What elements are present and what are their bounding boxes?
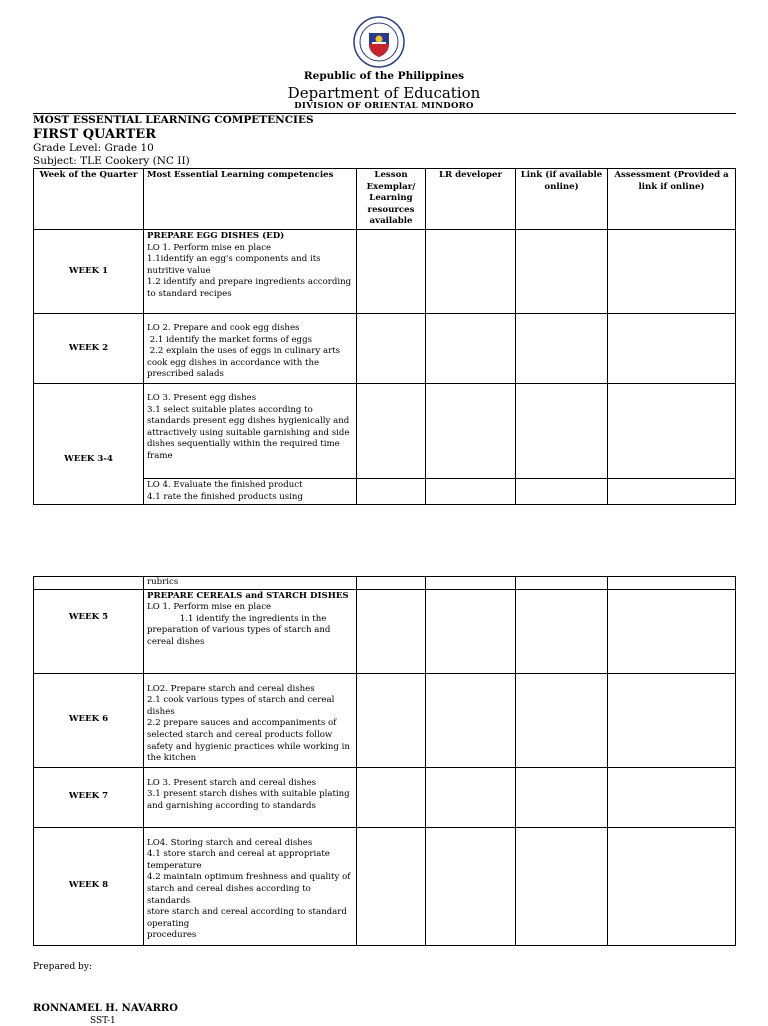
header-week: Week of the Quarter	[34, 169, 144, 230]
division-line: DIVISION OF ORIENTAL MINDORO	[294, 101, 474, 111]
competency-cell	[144, 673, 357, 767]
empty-cell	[426, 577, 516, 590]
competency-line: LO4. Storing starch and cereal dishes	[147, 837, 313, 848]
week-cell: WEEK 5	[34, 589, 144, 673]
empty-cell	[426, 230, 516, 314]
competency-line: LO2. Prepare starch and cereal dishes	[147, 683, 315, 694]
week-cell: WEEK 6	[34, 673, 144, 767]
competency-line: 1.1 identify the ingredients in the preparation of various types of starch and cereal dishes	[147, 613, 334, 647]
empty-cell	[357, 230, 426, 314]
table-row	[34, 384, 736, 479]
competency-line: 2.1 identify the market forms of eggs	[147, 334, 312, 345]
competency-line: LO 4. Evaluate the finished product	[147, 480, 303, 490]
empty-cell	[357, 384, 426, 479]
empty-cell	[426, 589, 516, 673]
competency-cell	[144, 384, 357, 479]
table-row	[34, 827, 736, 945]
empty-cell	[516, 384, 608, 479]
empty-cell	[516, 230, 608, 314]
empty-cell	[608, 314, 736, 384]
empty-cell	[516, 673, 608, 767]
department-title: Department of Education	[287, 84, 481, 102]
week-cell: WEEK 3-4	[34, 384, 144, 505]
competency-line: LO 3. Present starch and cereal dishes	[147, 777, 317, 788]
header-lr-developer: LR developer	[426, 169, 516, 230]
republic-line: Republic of the Philippines	[303, 70, 465, 82]
empty-cell	[357, 314, 426, 384]
empty-cell	[516, 479, 608, 505]
empty-cell	[357, 479, 426, 505]
competencies-table-page-1	[33, 168, 736, 505]
competency-cell	[144, 767, 357, 827]
competency-cell	[144, 827, 357, 945]
header-competencies: Most Essential Learning competencies	[144, 169, 357, 230]
empty-cell	[608, 673, 736, 767]
header-assessment: Assessment (Provided a link if online)	[608, 169, 736, 230]
empty-cell	[357, 673, 426, 767]
document-title: MOST ESSENTIAL LEARNING COMPETENCIES	[33, 114, 314, 126]
header-lesson-exemplar: Lesson Exemplar/ Learning resources available	[357, 169, 426, 230]
table-row	[34, 673, 736, 767]
table-row	[34, 230, 736, 314]
empty-cell	[516, 314, 608, 384]
competency-line: procedures	[147, 930, 197, 941]
competency-cell	[144, 589, 357, 673]
competency-line: 1.1identify an egg's components and its nutritive value	[147, 254, 324, 276]
empty-cell	[608, 577, 736, 590]
competency-line: 2.2 explain the uses of eggs in culinary arts cook egg dishes in accordance with the prescribed salads	[147, 346, 343, 380]
empty-cell	[516, 589, 608, 673]
competency-line: 4.1 store starch and cereal at appropriate temperature	[147, 849, 333, 871]
empty-cell	[516, 827, 608, 945]
section-heading: PREPARE CEREALS and STARCH DISHES	[147, 590, 349, 601]
deped-seal-logo	[353, 16, 405, 68]
empty-cell	[608, 384, 736, 479]
empty-cell	[516, 767, 608, 827]
competency-line: LO 1. Perform mise en place	[147, 242, 272, 253]
empty-cell	[426, 767, 516, 827]
empty-cell	[357, 577, 426, 590]
competency-line: 2.2 prepare sauces and accompaniments of selected starch and cereal products follow safety and hygienic practices while working in the kitchen	[147, 718, 353, 764]
competency-line: LO 2. Prepare and cook egg dishes	[147, 323, 300, 333]
table-header-row	[34, 169, 736, 230]
empty-cell	[357, 827, 426, 945]
competency-line: 3.1 select suitable plates according to standards present egg dishes hygienically and attractively using suitable garnishing and side dishes sequentially within the required time frame	[147, 404, 353, 461]
table-row	[34, 577, 736, 590]
empty-cell	[608, 589, 736, 673]
empty-cell	[426, 827, 516, 945]
empty-cell	[357, 589, 426, 673]
competency-line: LO 1. Perform mise en place	[147, 602, 272, 613]
grade-level: Grade Level: Grade 10	[33, 142, 154, 154]
table-row	[34, 767, 736, 827]
competency-line: 4.2 maintain optimum freshness and quality of starch and cereal dishes according to standards	[147, 872, 354, 906]
competency-cell	[144, 479, 357, 505]
empty-cell	[608, 767, 736, 827]
week-cell: WEEK 7	[34, 767, 144, 827]
section-heading: PREPARE EGG DISHES (ED)	[147, 231, 285, 241]
empty-cell	[608, 479, 736, 505]
competency-line: 2.1 cook various types of starch and cereal dishes	[147, 695, 338, 717]
empty-cell	[426, 314, 516, 384]
empty-cell	[608, 230, 736, 314]
empty-cell	[426, 479, 516, 505]
empty-cell	[357, 767, 426, 827]
competency-cell: rubrics	[144, 577, 357, 590]
week-cell: WEEK 8	[34, 827, 144, 945]
table-row	[34, 589, 736, 673]
prepared-by-label: Prepared by:	[33, 962, 92, 972]
empty-cell	[34, 577, 144, 590]
empty-cell	[426, 384, 516, 479]
competency-line: 3.1 present starch dishes with suitable plating and garnishing according to standards	[147, 789, 353, 811]
competency-line: store starch and cereal according to standard operating	[147, 907, 350, 929]
empty-cell	[426, 673, 516, 767]
week-cell: WEEK 2	[34, 314, 144, 384]
preparer-name: RONNAMEL H. NAVARRO	[33, 1003, 178, 1014]
competency-cell	[144, 230, 357, 314]
subject-line: Subject: TLE Cookery (NC II)	[33, 155, 190, 167]
competency-cell	[144, 314, 357, 384]
quarter-title: FIRST QUARTER	[33, 127, 157, 142]
preparer-position: SST-1	[90, 1016, 116, 1026]
competency-line: 4.1 rate the finished products using	[147, 491, 303, 502]
competencies-table-page-2	[33, 576, 736, 946]
competency-line: 1.2 identify and prepare ingredients according to standard recipes	[147, 277, 354, 299]
header-link: Link (if available online)	[516, 169, 608, 230]
week-cell: WEEK 1	[34, 230, 144, 314]
empty-cell	[608, 827, 736, 945]
competency-line: LO 3. Present egg dishes	[147, 393, 257, 403]
empty-cell	[516, 577, 608, 590]
table-row	[34, 314, 736, 384]
